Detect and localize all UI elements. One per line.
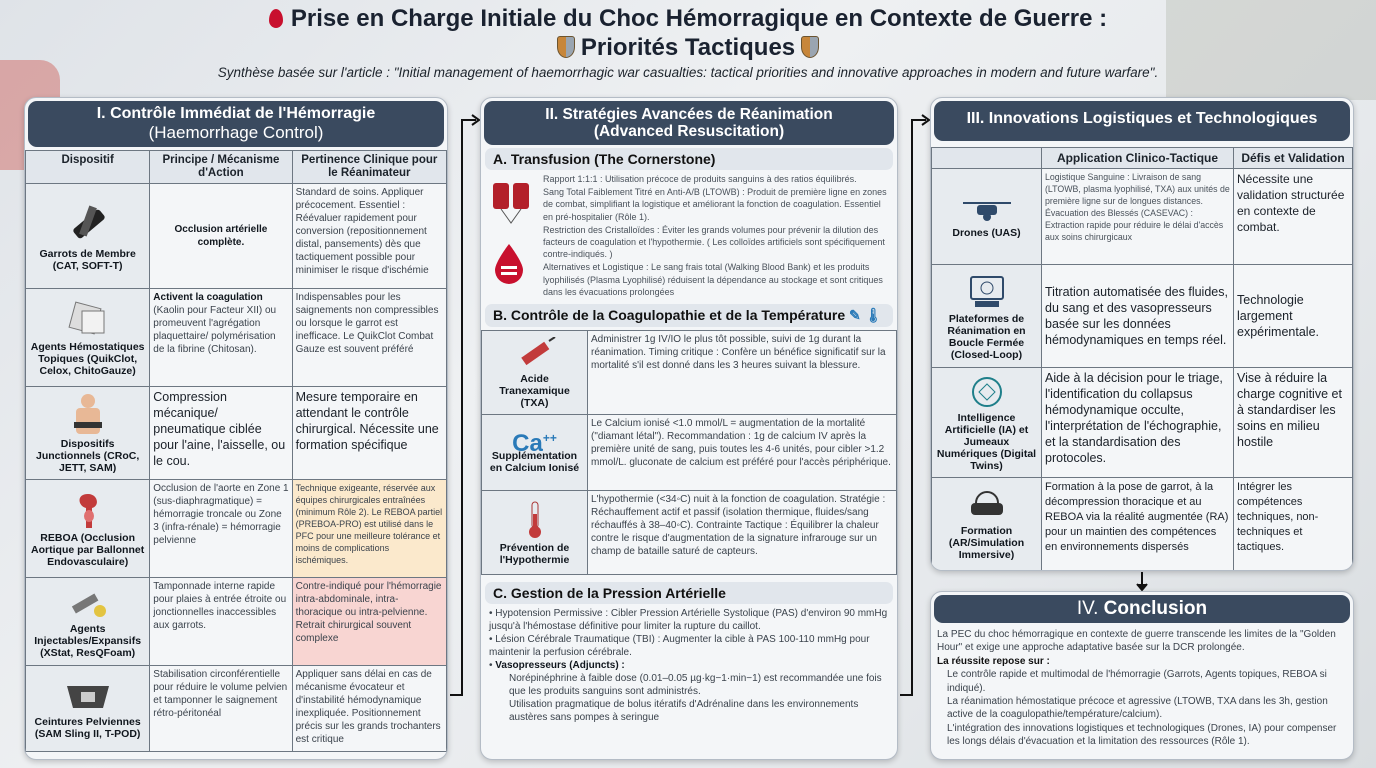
section-subtitle: (Advanced Resuscitation) bbox=[593, 123, 785, 140]
innovation-cell bbox=[932, 169, 1042, 265]
item-text: Lésion Cérébrale Traumatique (TBI) : Augmenter la cible à PAS 100-110 mmHg pour maintenir la perfusion cérébrale. bbox=[489, 634, 870, 659]
column-header: Pertinence Clinique pour le Réanimateur bbox=[292, 151, 446, 184]
column-header bbox=[932, 148, 1042, 169]
principle-cell bbox=[150, 289, 292, 387]
calcium-icon: Ca++ bbox=[512, 429, 557, 457]
innovation-name: Formation (AR/Simulation Immersive) bbox=[948, 524, 1025, 561]
table-row bbox=[482, 491, 897, 575]
title-line-2: Priorités Tactiques bbox=[580, 34, 796, 61]
challenge-cell: Nécessite une validation structurée en contexte de combat. bbox=[1234, 169, 1353, 265]
column-header: Dispositif bbox=[26, 151, 150, 184]
device-name: REBOA (Occlusion Aortique par Ballonnet Endovasculaire) bbox=[31, 531, 145, 568]
table-row bbox=[932, 265, 1353, 368]
page-title-2 bbox=[0, 33, 1376, 62]
device-name: Garrots de Membre (CAT, SOFT-T) bbox=[39, 248, 136, 272]
item-text: Norépinéphrine à faible dose (0.01–0.05 µg·kg−1·min−1) est recommandée une fois que les produits sanguins sont administrés. bbox=[509, 673, 882, 698]
principle-cell: Tamponnade interne rapide pour plaies à entrée étroite ou jonctionnelles inaccessibles aux garrots. bbox=[150, 578, 292, 666]
transfusion-item: Rapport 1:1:1 : Utilisation précoce de produits sanguins à des ratios équilibrés. bbox=[543, 174, 857, 184]
list-item bbox=[489, 672, 889, 698]
page-header bbox=[0, 4, 1376, 80]
blood-drop-icon bbox=[269, 9, 283, 28]
haemorrhage-table bbox=[25, 150, 447, 752]
challenge-cell: Vise à réduire la charge cognitive et à standardiser les soins en milieu hostile bbox=[1234, 368, 1353, 478]
conclusion-paragraph: L'intégration des innovations logistiques et technologiques (Drones, IA) pour compenser les longs délais d'évacuation et la limitation des ressources (Rôle 1). bbox=[947, 722, 1337, 748]
table-row bbox=[26, 387, 447, 480]
agent-text: Administrer 1g IV/IO le plus tôt possible, suivi de 1g durant la réanimation. Timing critique : Confère un bénéfice significatif sur la mortalité s'il est donné dans les 3 heures suivant la blessure. bbox=[588, 331, 897, 415]
pelvic-belt-icon bbox=[63, 678, 113, 714]
principle-text: (Kaolin pour Facteur XII) ou promeuvent l'agrégation plaquettaire/ polymérisation de la fibrine (Chitosan). bbox=[153, 305, 277, 355]
section-number: IV. bbox=[1076, 598, 1099, 619]
table-row bbox=[482, 331, 897, 415]
conclusion-paragraph: La réanimation hémostatique précoce et agressive (LTOWB, TXA dans les 3h, gestion active de la coagulopathie/température/calcium). bbox=[947, 696, 1328, 721]
table-row bbox=[932, 478, 1353, 572]
vr-headset-icon bbox=[965, 489, 1009, 523]
principle-cell: Occlusion de l'aorte en Zone 1 (sus-diaphragmatique) = hémorragie troncale ou Zone 3 (infra-rénale) = hémorragie pelvienne bbox=[150, 480, 292, 578]
item-text: Hypotension Permissive : Cibler Pression Artérielle Systolique (PAS) d'environ 90 mmHg jusqu'à l'hémostase définitive pour limiter la rupture du caillot. bbox=[489, 608, 888, 633]
item-text: Utilisation pragmatique de bolus itératifs d'Adrénaline dans les environnements austères sans pompes à seringue bbox=[509, 699, 859, 724]
monitor-platform-icon bbox=[965, 271, 1009, 311]
conclusion-paragraph: La réussite repose sur : bbox=[937, 655, 1050, 667]
panel-header bbox=[28, 101, 444, 147]
syringe-icon bbox=[66, 585, 110, 621]
device-cell bbox=[26, 480, 150, 578]
list-item bbox=[489, 698, 889, 724]
table-header-row bbox=[26, 151, 447, 184]
application-cell: Aide à la décision pour le triage, l'identification du collapsus hémodynamique occulte, l'interprétation de l'échographie, et la standardisation des protocoles. bbox=[1042, 368, 1234, 478]
innovation-cell bbox=[932, 265, 1042, 368]
relevance-cell: Contre-indiqué pour l'hémorragie intra-abdominale, intra-thoracique ou intra-pelvienne. Retrait chirurgical souvent complexe bbox=[292, 578, 446, 666]
application-cell: Formation à la pose de garrot, à la décompression thoracique et au REBOA via la réalité augmentée (RA) pour un maintien des compétences en environnements dispersés bbox=[1042, 478, 1234, 572]
heading-text: B. Contrôle de la Coagulopathie et de la Température bbox=[493, 307, 846, 324]
column-header: Principe / Mécanisme d'Action bbox=[150, 151, 292, 184]
shield-icon bbox=[801, 36, 819, 58]
challenge-cell: Intégrer les compétences techniques, non-techniques et tactiques. bbox=[1234, 478, 1353, 572]
relevance-cell: Indispensables pour les saignements non compressibles ou lorsque le garrot est inefficace. Le QuikClot Combat Gauze est souvent préféré bbox=[292, 289, 446, 387]
device-cell bbox=[26, 289, 150, 387]
coagulopathy-heading bbox=[485, 304, 893, 327]
section-title: II. Stratégies Avancées de Réanimation bbox=[545, 106, 833, 123]
transfusion-item: Restriction des Cristalloïdes : Éviter les grands volumes pour prévenir la dilution des facteurs de coagulation et l'hypothermie. ( Les colloïdes artificiels sont spécifiquement contre-indiqués. ) bbox=[543, 224, 885, 260]
syringe-icon bbox=[513, 337, 557, 371]
relevance-cell: Standard de soins. Appliquer précocement. Essentiel : Réévaluer rapidement pour conversion (repositionnement distal, pansements) dès que tactiquement possible pour minimiser le risque d'ischémie bbox=[292, 184, 446, 289]
principle-text: Occlusion artérielle complète. bbox=[174, 224, 268, 248]
challenge-cell: Technologie largement expérimentale. bbox=[1234, 265, 1353, 368]
device-name: Agents Injectables/Expansifs (XStat, ResQFoam) bbox=[34, 622, 142, 659]
relevance-cell: Technique exigeante, réservée aux équipes chirurgicales entraînées (minimum Rôle 2). Le REBOA partiel (PREBOA-PRO) est utilisé dans le PFC pour une meilleure tolérance et moins de complications ischémiques. bbox=[292, 480, 446, 578]
agent-text: L'hypothermie (<34◦C) nuit à la fonction de coagulation. Stratégie : Réchauffement actif et passif (isolation thermique, fluides/sang réchauffés à 38–40◦C). Contrainte Tactique : Équilibrer la chaleur contre le risque d'augmentation de la signature infrarouge sur un champ de bataille saturé de capteurs. bbox=[588, 491, 897, 575]
section-subtitle: (Haemorrhage Control) bbox=[148, 123, 324, 142]
junctional-device-icon bbox=[68, 392, 108, 436]
device-name: Dispositifs Junctionnels (CRoC, JETT, SAM) bbox=[36, 438, 140, 474]
column-header: Application Clinico-Tactique bbox=[1042, 148, 1234, 169]
transfusion-icons bbox=[481, 173, 541, 298]
transfusion-heading: A. Transfusion (The Cornerstone) bbox=[485, 148, 893, 170]
agent-cell bbox=[482, 415, 588, 491]
agent-name: Prévention de l'Hypothermie bbox=[499, 541, 570, 566]
item-text: Vasopresseurs (Adjuncts) : bbox=[495, 660, 625, 672]
device-cell bbox=[26, 184, 150, 289]
panel-header bbox=[484, 101, 894, 145]
agent-name: Acide Tranexamique (TXA) bbox=[499, 372, 570, 409]
brain-ai-icon bbox=[969, 374, 1005, 410]
innovation-name: Plateformes de Réanimation en Boucle Fermée (Closed-Loop) bbox=[947, 313, 1026, 361]
flow-arrow bbox=[448, 110, 482, 700]
list-item: • Hypotension Permissive : Cibler Pression Artérielle Systolique (PAS) d'environ 90 mmHg jusqu'à l'hémostase définitive pour limiter la rupture du caillot. bbox=[489, 608, 888, 633]
transfusion-list bbox=[541, 173, 897, 298]
principle-cell bbox=[150, 184, 292, 289]
table-header-row bbox=[932, 148, 1353, 169]
principle-bold: Activent la coagulation bbox=[153, 292, 263, 303]
panel-conclusion bbox=[930, 591, 1354, 760]
device-cell bbox=[26, 578, 150, 666]
drone-icon bbox=[959, 195, 1015, 225]
table-row bbox=[482, 415, 897, 491]
transfusion-item: Alternatives et Logistique : Le sang frais total (Walking Blood Bank) et les produits lyophilisés (Plasma Lyophilisé) réduisent la dépendance au stockage et sont critiques dans les évacuations prolongées bbox=[543, 262, 883, 297]
table-row bbox=[26, 289, 447, 387]
application-cell: Titration automatisée des fluides, du sang et des vasopresseurs basée sur les données hémodynamiques en temps réel. bbox=[1042, 265, 1234, 368]
pressure-list bbox=[481, 607, 897, 724]
conclusion-paragraph: Le contrôle rapide et multimodal de l'hémorragie (Garrots, Agents topiques, REBOA si indiqué). bbox=[947, 669, 1327, 694]
table-row bbox=[26, 184, 447, 289]
transfusion-item: Sang Total Faiblement Titré en Anti-A/B (LTOWB) : Produit de première ligne en zones de combat, simplifiant la logistique et améliorant la fonction de coagulation. Essentiel en pré-hospitalier (Rôle 1). bbox=[543, 187, 887, 222]
conclusion-paragraph: La PEC du choc hémorragique en contexte de guerre transcende les limites de la "Golden Hour" et exige une approche adaptative basée sur la DCR prolongée. bbox=[937, 629, 1336, 654]
device-name: Ceintures Pelviennes (SAM Sling II, T-POD) bbox=[34, 715, 141, 740]
innovation-name: Intelligence Artificielle (IA) et Jumeaux Numériques (Digital Twins) bbox=[936, 411, 1037, 472]
device-cell bbox=[26, 387, 150, 480]
device-cell bbox=[26, 666, 150, 752]
transfusion-block bbox=[481, 173, 897, 298]
heading-text: C. Gestion de la Pression Artérielle bbox=[493, 585, 726, 602]
table-row bbox=[932, 169, 1353, 265]
pressure-heading bbox=[485, 582, 893, 604]
conclusion-body bbox=[931, 626, 1353, 751]
flow-arrow-down bbox=[1134, 572, 1150, 592]
shield-icon bbox=[557, 36, 575, 58]
agent-text: Le Calcium ionisé <1.0 mmol/L = augmentation de la mortalité ("diamant létal"). Recommandation : 1g de calcium IV après la première unité de sang, puis toutes les 4-6 unités, pour cibler >1.2 mmol/L. gluconate de calcium est préféré pour l'accès périphérique. bbox=[588, 415, 897, 491]
list-item: • Vasopresseurs (Adjuncts) : bbox=[489, 660, 625, 672]
section-title: III. Innovations Logistiques et Technologiques bbox=[934, 101, 1350, 141]
innovation-cell bbox=[932, 478, 1042, 572]
blood-drop-icon bbox=[491, 242, 531, 286]
thermometer-icon bbox=[523, 500, 547, 540]
coagulopathy-table bbox=[481, 330, 897, 575]
section-title: I. Contrôle Immédiat de l'Hémorragie bbox=[96, 105, 376, 122]
panel-advanced-resuscitation bbox=[480, 97, 898, 760]
list-item: • Lésion Cérébrale Traumatique (TBI) : Augmenter la cible à PAS 100-110 mmHg pour maintenir la perfusion cérébrale. bbox=[489, 634, 870, 659]
table-row bbox=[26, 578, 447, 666]
panel-innovations bbox=[930, 97, 1354, 571]
principle-cell: Stabilisation circonférentielle pour réduire le volume pelvien et tamponner le saignement rétro-péritonéal bbox=[150, 666, 292, 752]
flow-arrow bbox=[898, 110, 932, 700]
agent-name: Supplémentation en Calcium Ionisé bbox=[489, 449, 580, 474]
principle-cell: Compression mécanique/ pneumatique ciblée pour l'aine, l'aisselle, ou le cou. bbox=[150, 387, 292, 480]
relevance-cell: Mesure temporaire en attendant le contrôle chirurgical. Nécessite une formation spécifique bbox=[292, 387, 446, 480]
device-name: Agents Hémostatiques Topiques (QuikClot, Celox, ChitoGauze) bbox=[30, 340, 145, 377]
table-row bbox=[26, 480, 447, 578]
page-title bbox=[0, 4, 1376, 33]
relevance-cell: Appliquer sans délai en cas de mécanisme évocateur et d'instabilité hémodynamique inexpliquée. Positionnement précis sur les grands trochanters est critique bbox=[292, 666, 446, 752]
application-cell: Logistique Sanguine : Livraison de sang (LTOWB, plasma lyophilisé, TXA) aux unités de première ligne sur de longues distances. Évacuation des Blessés (CASEVAC) : Extraction rapide pour réduire le délai d'accès aux soins chirurgicaux bbox=[1042, 169, 1234, 265]
section-title: Conclusion bbox=[1103, 598, 1208, 619]
innovation-cell bbox=[932, 368, 1042, 478]
syringe-thermometer-icon: ✎ 🌡 bbox=[849, 307, 883, 324]
blood-bag-icon bbox=[487, 179, 537, 229]
table-row bbox=[932, 368, 1353, 478]
aorta-balloon-icon bbox=[68, 490, 108, 530]
agent-cell bbox=[482, 331, 588, 415]
title-line-1: Prise en Charge Initiale du Choc Hémorragique en Contexte de Guerre : bbox=[290, 5, 1108, 32]
innovations-table bbox=[931, 147, 1353, 571]
panel-haemorrhage-control bbox=[24, 97, 448, 760]
panel-header bbox=[934, 595, 1350, 623]
tourniquet-icon bbox=[64, 200, 112, 246]
gauze-icon bbox=[66, 299, 110, 339]
column-header: Défis et Validation bbox=[1234, 148, 1353, 169]
innovation-name: Drones (UAS) bbox=[952, 226, 1021, 239]
page-subtitle: Synthèse basée sur l'article : "Initial management of haemorrhagic war casualties: tactical priorities and innovative approaches in modern and future warfare". bbox=[217, 65, 1159, 80]
table-row bbox=[26, 666, 447, 752]
agent-cell bbox=[482, 491, 588, 575]
